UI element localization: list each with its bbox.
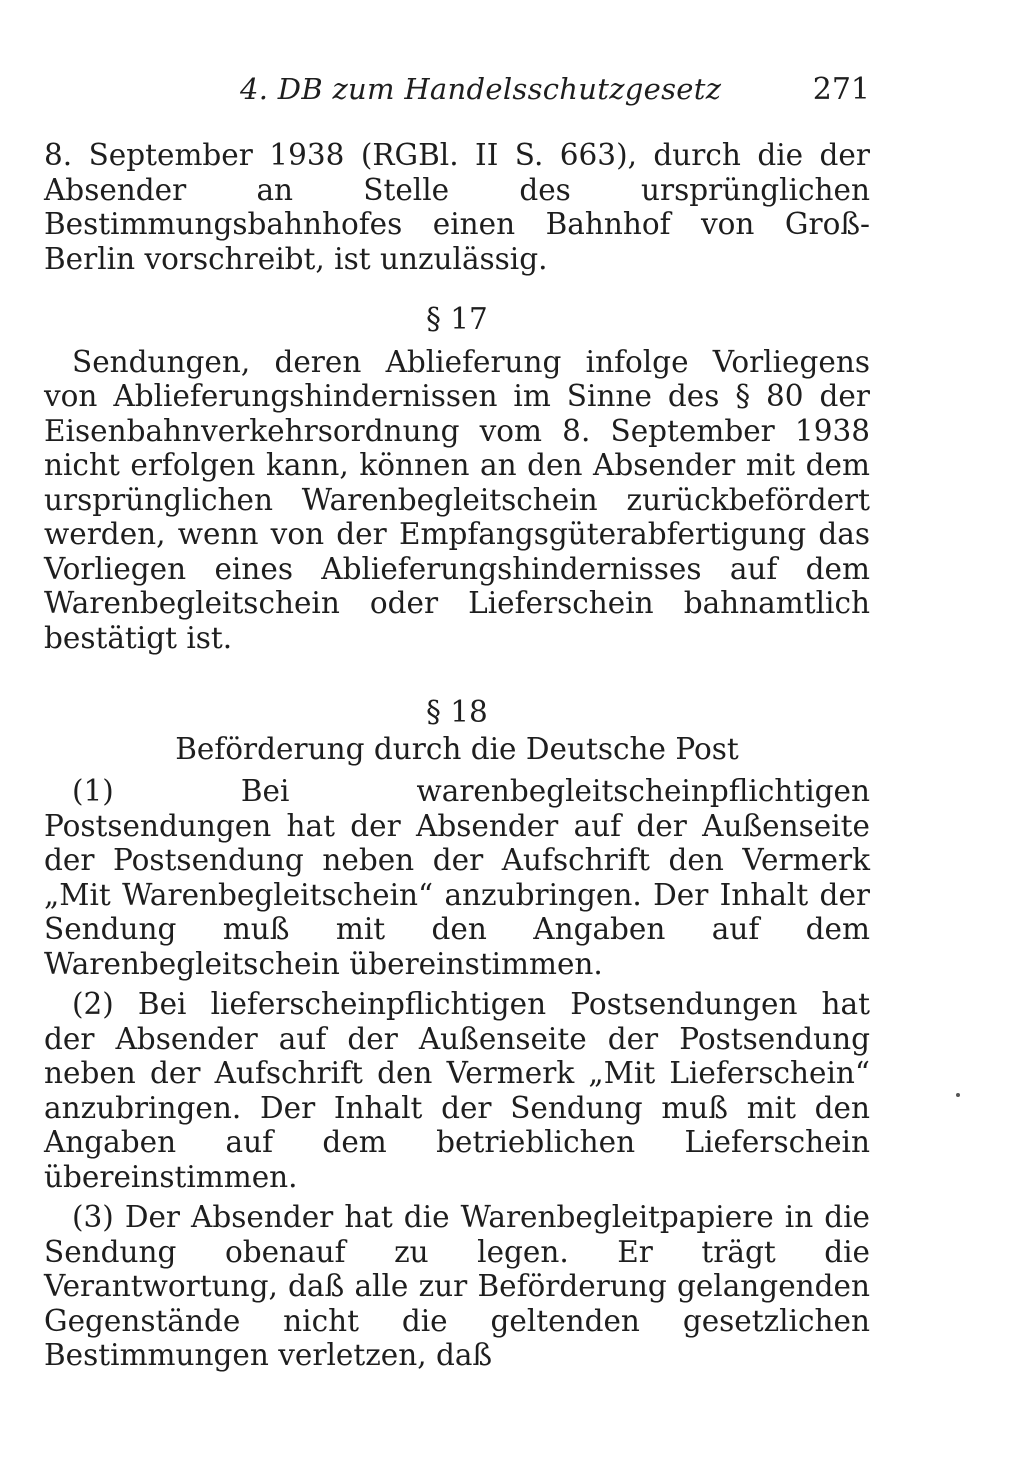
margin-speck <box>956 1093 960 1097</box>
section-18-subheading: Beförderung durch die Deutsche Post <box>175 731 739 766</box>
continuation-paragraph: 8. September 1938 (RGBl. II S. 663), durch die der Absender an Stelle des ursprünglichen Bestimmungsbahnhofes einen Bahnhof von Groß-Berlin vorschreibt, ist unzulässig. <box>44 138 870 276</box>
running-title: 4. DB zum Handelsschutzgesetz <box>240 72 722 106</box>
running-head <box>44 72 870 112</box>
section-18-paragraph-1: (1) Bei warenbegleitscheinpflichtigen Postsendungen hat der Absender auf der Außenseite der Postsendung neben der Aufschrift den Vermerk „Mit Warenbegleitschein“ anzubringen. Der Inhalt der Sendung muß mit den Angaben auf dem Warenbegleitschein übereinstimmen. <box>44 774 870 981</box>
document-body <box>44 138 870 1373</box>
section-17-paragraph: Sendungen, deren Ablieferung infolge Vorliegens von Ablieferungshindernissen im Sinne des § 80 der Eisenbahnverkehrsordnung vom 8. September 1938 nicht erfolgen kann, können an den Absender mit dem ursprünglichen Warenbegleitschein zurückbefördert werden, wenn von der Empfangsgüterabfertigung das Vorliegen eines Ablieferungshindernisses auf dem Warenbegleitschein oder Lieferschein bahnamtlich bestätigt ist. <box>44 344 870 655</box>
section-17-heading: § 17 <box>426 302 488 336</box>
section-18-paragraph-2: (2) Bei lieferscheinpflichtigen Postsendungen hat der Absender auf der Außenseite der Postsendung neben der Aufschrift den Vermerk „Mit Lieferschein“ anzubringen. Der Inhalt der Sendung muß mit den Angaben auf dem betrieblichen Lieferschein übereinstimmen. <box>44 987 870 1194</box>
section-18-paragraph-3: (3) Der Absender hat die Warenbegleitpapiere in die Sendung obenauf zu legen. Er trägt die Verantwortung, daß alle zur Beförderung gelangenden Gegenstände nicht die geltenden gesetzlichen Bestimmungen verletzen, daß <box>44 1200 870 1372</box>
section-18-heading: § 18 <box>426 695 488 729</box>
page-number: 271 <box>812 72 870 107</box>
